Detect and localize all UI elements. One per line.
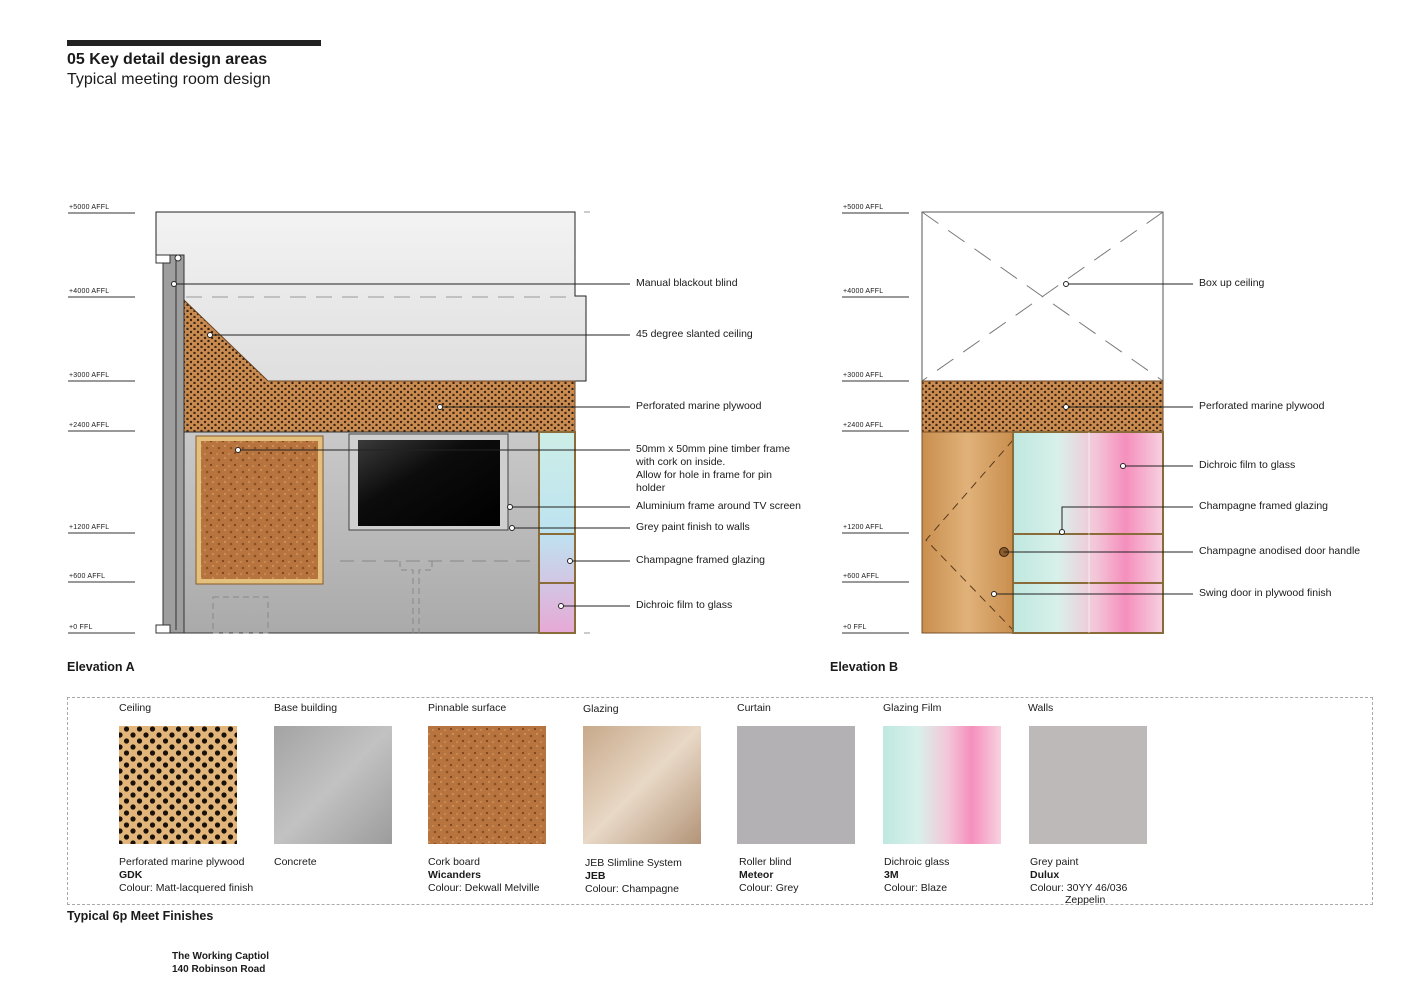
footer-address (172, 950, 269, 976)
annotation: Dichroic film to glass (1199, 459, 1296, 471)
finish-product: Grey paint (1030, 856, 1079, 868)
level-label: +3000 AFFL (843, 372, 884, 379)
level-label: +4000 AFFL (843, 288, 884, 295)
level-label: +1200 AFFL (69, 524, 110, 531)
finish-category: Pinnable surface (428, 702, 507, 714)
finish-category: Glazing Film (883, 702, 942, 714)
annotation: with cork on inside. (636, 456, 726, 468)
annotation: Manual blackout blind (636, 277, 738, 289)
elevation-a-drawing (156, 212, 630, 633)
elevation-b-label: Elevation B (830, 660, 899, 674)
finish-category: Base building (274, 702, 338, 714)
page-subtitle: Typical meeting room design (67, 71, 271, 88)
finish-product: JEB Slimline System (585, 857, 682, 869)
annotation: Aluminium frame around TV screen (636, 500, 801, 512)
finish-category: Ceiling (119, 702, 152, 714)
level-label: +5000 AFFL (69, 204, 110, 211)
level-label: +0 FFL (69, 624, 93, 631)
level-label: +4000 AFFL (69, 288, 110, 295)
finish-colour: Colour: Champagne (585, 883, 679, 895)
annotation: 45 degree slanted ceiling (636, 328, 753, 340)
annotation: Grey paint finish to walls (636, 521, 750, 533)
annotation: Perforated marine plywood (636, 400, 762, 412)
finish-supplier: Meteor (739, 869, 774, 881)
annotation: holder (636, 482, 666, 494)
annotation: Champagne framed glazing (636, 554, 765, 566)
level-label: +1200 AFFL (843, 524, 884, 531)
annotation: Perforated marine plywood (1199, 400, 1325, 412)
finish-colour: Colour: Dekwall Melville (428, 882, 540, 894)
finish-colour: Colour: 30YY 46/036 (1030, 882, 1128, 894)
finish-supplier: GDK (119, 869, 143, 881)
finishes-title: Typical 6p Meet Finishes (67, 909, 214, 923)
finish-colour-name: Zeppelin (1065, 894, 1106, 906)
finish-category: Curtain (737, 702, 771, 714)
finish-supplier: JEB (585, 870, 606, 882)
finish-colour: Colour: Grey (739, 882, 799, 894)
finish-supplier: Wicanders (428, 869, 482, 881)
elevation-a-label: Elevation A (67, 660, 135, 674)
finish-product: Cork board (428, 856, 480, 868)
finish-colour: Colour: Matt-lacquered finish (119, 882, 254, 894)
finish-supplier: 3M (884, 869, 899, 881)
annotation: Box up ceiling (1199, 277, 1265, 289)
annotation: Champagne anodised door handle (1199, 545, 1361, 557)
footer-line-2: 140 Robinson Road (172, 964, 266, 975)
elevation-b-drawing (922, 212, 1193, 633)
annotation: Allow for hole in frame for pin (636, 469, 772, 481)
finishes-panel (67, 697, 1373, 905)
level-label: +0 FFL (843, 624, 867, 631)
level-label: +3000 AFFL (69, 372, 110, 379)
annotation: Swing door in plywood finish (1199, 587, 1332, 599)
finish-category: Walls (1028, 702, 1054, 714)
annotation: Dichroic film to glass (636, 599, 733, 611)
level-label: +5000 AFFL (843, 204, 884, 211)
footer-line-1: The Working Captiol (172, 951, 270, 962)
level-label: +600 AFFL (843, 573, 880, 580)
annotation: Champagne framed glazing (1199, 500, 1328, 512)
level-label: +2400 AFFL (843, 422, 884, 429)
finish-product: Dichroic glass (884, 856, 950, 868)
finish-product: Perforated marine plywood (119, 856, 245, 868)
page-title: 05 Key detail design areas (67, 51, 268, 68)
annotation: 50mm x 50mm pine timber frame (636, 443, 791, 455)
level-label: +2400 AFFL (69, 422, 110, 429)
finish-supplier: Dulux (1030, 869, 1060, 881)
finish-product: Roller blind (739, 856, 792, 868)
finish-category: Glazing (583, 703, 619, 715)
finish-product: Concrete (274, 856, 317, 868)
level-label: +600 AFFL (69, 573, 106, 580)
finish-colour: Colour: Blaze (884, 882, 948, 894)
